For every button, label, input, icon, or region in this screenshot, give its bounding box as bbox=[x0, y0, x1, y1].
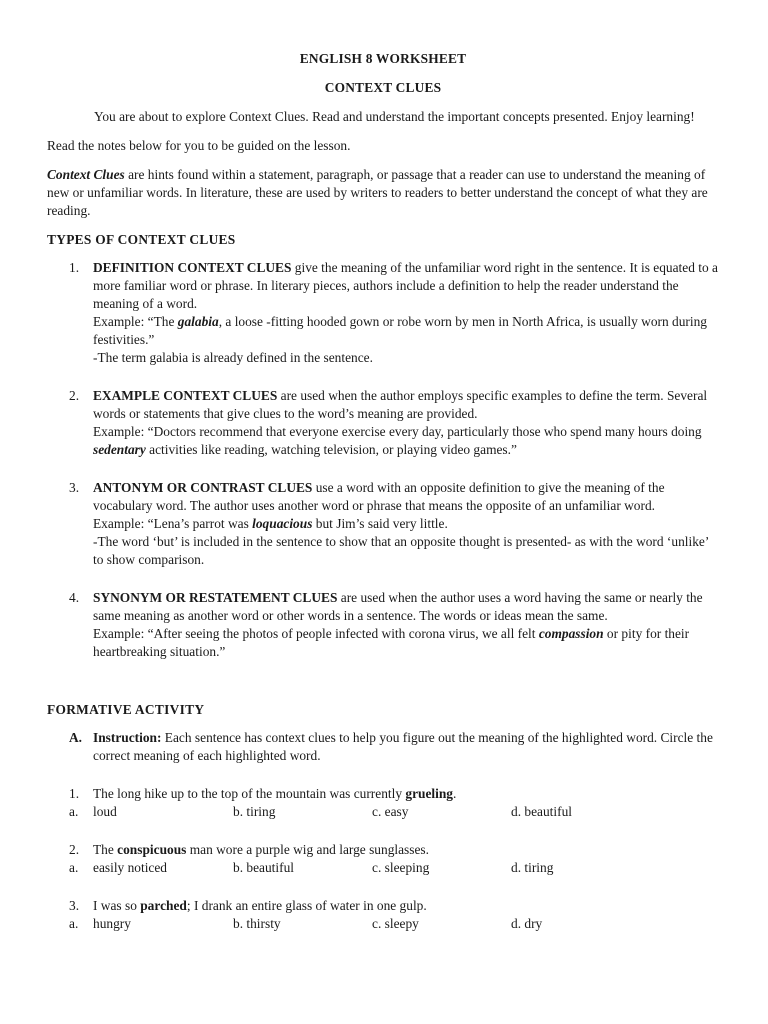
example-word: loquacious bbox=[252, 516, 313, 531]
type-name: SYNONYM OR RESTATEMENT CLUES bbox=[93, 590, 338, 605]
notes-paragraph: Read the notes below for you to be guided on the lesson. bbox=[47, 138, 351, 153]
choice-c[interactable]: c. easy bbox=[372, 804, 409, 819]
choice-a-label: a. bbox=[69, 804, 79, 819]
question-text: 3. I was so parched; I drank an entire glass of water in one gulp. bbox=[69, 898, 427, 913]
worksheet-page bbox=[47, 50, 719, 933]
type-item-definition bbox=[47, 259, 719, 367]
type-name: ANTONYM OR CONTRAST CLUES bbox=[93, 480, 313, 495]
type-example: Example: “Lena’s parrot was loquacious but Jim’s said very little. bbox=[93, 516, 448, 531]
choice-a-label: a. bbox=[69, 860, 79, 875]
instruction-text: Each sentence has context clues to help you figure out the meaning of the highlighted word. Circle the correct meaning of each highlighted word. bbox=[93, 730, 713, 763]
type-item-example bbox=[47, 387, 719, 459]
types-list bbox=[47, 259, 719, 661]
formative-heading: FORMATIVE ACTIVITY bbox=[47, 702, 205, 717]
instruction-letter: A. bbox=[69, 730, 83, 745]
example-word: galabia bbox=[177, 314, 219, 329]
type-description: DEFINITION CONTEXT CLUES give the meaning of the unfamiliar word right in the sentence. It is equated to a more familiar word or phrase. In literary pieces, authors include a definition to help the reader understand the meaning of a word. bbox=[93, 260, 718, 311]
type-item-synonym bbox=[47, 589, 719, 661]
choice-b[interactable]: b. tiring bbox=[233, 804, 276, 819]
choice-d[interactable]: d. tiring bbox=[511, 860, 554, 875]
question-1 bbox=[47, 785, 719, 821]
highlighted-word: conspicuous bbox=[117, 842, 187, 857]
highlighted-word: parched bbox=[140, 898, 187, 913]
definition-paragraph bbox=[47, 166, 719, 220]
type-number: 1. bbox=[69, 260, 80, 275]
type-description: ANTONYM OR CONTRAST CLUES use a word with an opposite definition to give the meaning of the vocabulary word. The author uses another word or phrase that means the opposite of an unfamiliar word. bbox=[93, 480, 665, 513]
choice-b[interactable]: b. beautiful bbox=[233, 860, 294, 875]
type-example: Example: “The galabia, a loose -fitting hooded gown or robe worn by men in North Africa, is usually worn during festivities.” bbox=[93, 314, 708, 347]
definition-text: are hints found within a statement, paragraph, or passage that a reader can use to understand the meaning of new or unfamiliar words. In literature, these are used by writers to readers to better understand the concept of what they are reading. bbox=[47, 167, 708, 218]
choice-a[interactable]: loud bbox=[93, 804, 117, 819]
question-number: 3. bbox=[69, 898, 80, 913]
type-number: 4. bbox=[69, 590, 80, 605]
intro-paragraph: You are about to explore Context Clues. Read and understand the important concepts presented. Enjoy learning! bbox=[94, 109, 695, 124]
question-2 bbox=[47, 841, 719, 877]
choice-d[interactable]: d. beautiful bbox=[511, 804, 572, 819]
type-description: SYNONYM OR RESTATEMENT CLUES are used when the author uses a word having the same or nearly the same meaning as another word or other words in a sentence. The words or ideas mean the same. bbox=[93, 590, 703, 623]
choice-c[interactable]: c. sleeping bbox=[372, 860, 430, 875]
question-number: 2. bbox=[69, 842, 80, 857]
choice-a[interactable]: hungry bbox=[93, 916, 131, 931]
instruction-label: Instruction: bbox=[93, 730, 162, 745]
definition-term: Context Clues bbox=[47, 167, 125, 182]
types-heading: TYPES OF CONTEXT CLUES bbox=[47, 232, 236, 247]
type-number: 2. bbox=[69, 388, 80, 403]
type-note: -The word ‘but’ is included in the sentence to show that an opposite thought is presented- as with the word ‘unlike’ to show comparison. bbox=[93, 534, 709, 567]
choice-a[interactable]: easily noticed bbox=[93, 860, 167, 875]
type-name: DEFINITION CONTEXT CLUES bbox=[93, 260, 292, 275]
answer-choices bbox=[47, 803, 719, 821]
type-number: 3. bbox=[69, 480, 80, 495]
worksheet-title: ENGLISH 8 WORKSHEET bbox=[299, 51, 467, 66]
choice-b[interactable]: b. thirsty bbox=[233, 916, 281, 931]
type-example: Example: “After seeing the photos of people infected with corona virus, we all felt compassion or pity for their heartbreaking situation.” bbox=[93, 626, 690, 659]
worksheet-subtitle: CONTEXT CLUES bbox=[324, 80, 442, 95]
answer-choices bbox=[47, 915, 719, 933]
type-note: -The term galabia is already defined in the sentence. bbox=[93, 350, 373, 365]
choice-a-label: a. bbox=[69, 916, 79, 931]
example-word: compassion bbox=[538, 626, 604, 641]
question-number: 1. bbox=[69, 786, 80, 801]
answer-choices bbox=[47, 859, 719, 877]
question-text: 2. The conspicuous man wore a purple wig and large sunglasses. bbox=[69, 842, 429, 857]
highlighted-word: grueling bbox=[405, 786, 454, 801]
example-word: sedentary bbox=[93, 442, 146, 457]
instruction-block bbox=[47, 729, 719, 765]
type-description: EXAMPLE CONTEXT CLUES are used when the author employs specific examples to define the term. Several words or statements that give clues to the word’s meaning are provided. bbox=[93, 388, 708, 421]
type-example: Example: “Doctors recommend that everyone exercise every day, particularly those who spend many hours doing sedentary activities like reading, watching television, or playing video games.” bbox=[93, 424, 702, 457]
choice-c[interactable]: c. sleepy bbox=[372, 916, 419, 931]
type-name: EXAMPLE CONTEXT CLUES bbox=[93, 388, 278, 403]
type-item-antonym bbox=[47, 479, 719, 569]
choice-d[interactable]: d. dry bbox=[511, 916, 543, 931]
question-3 bbox=[47, 897, 719, 933]
question-text: 1. The long hike up to the top of the mountain was currently grueling. bbox=[69, 786, 457, 801]
